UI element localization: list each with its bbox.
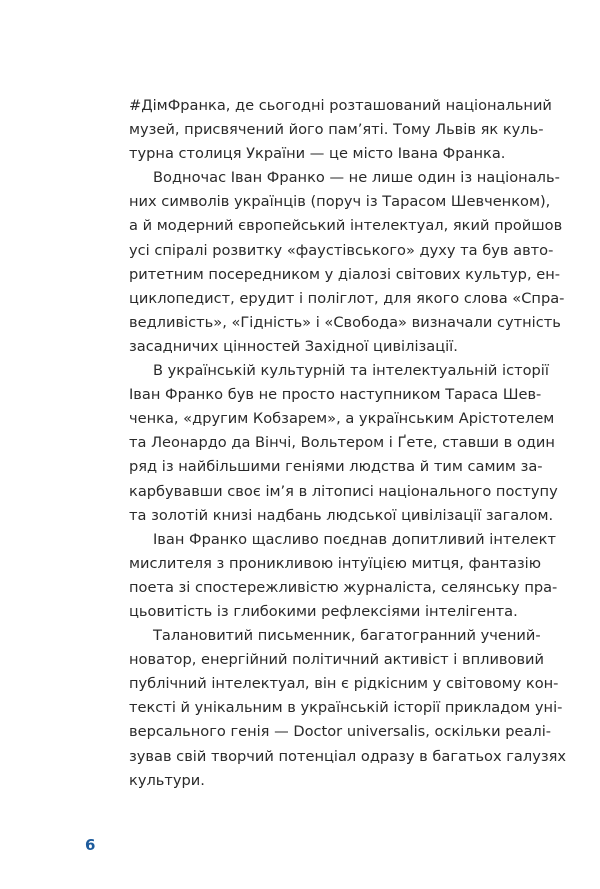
text-line: турна столиця України — це місто Івана Франка.: [129, 145, 506, 163]
page-number: 6: [85, 836, 96, 854]
text-line: цьовитість із глибокими рефлексіями інтелігента.: [129, 602, 518, 620]
text-line: а й модерний європейський інтелектуал, який пройшов: [129, 217, 563, 235]
text-line: та золотій книзі надбань людської цивілізації загалом.: [129, 506, 554, 524]
text-line: Талановитий письменник, багатогранний учений-: [153, 627, 541, 645]
text-line: ченка, «другим Кобзарем», а українським Арістотелем: [129, 410, 555, 428]
text-line: версального генія — Doctor universalis, оскільки реалі-: [129, 723, 552, 741]
text-line: #ДімФранка, де сьогодні розташований національний: [129, 97, 552, 114]
text-line: ряд із найбільшими геніями людства й тим самим за-: [129, 458, 543, 476]
paragraph: [129, 359, 558, 528]
text-line: Іван Франко щасливо поєднав допитливий інтелект: [153, 530, 556, 548]
paragraph: [129, 94, 552, 166]
text-line: публічний інтелектуал, він є рідкісним у світовому кон-: [129, 675, 559, 693]
paragraph: [129, 528, 558, 624]
text-line: зував свій творчий потенціал одразу в багатьох галузях: [129, 747, 567, 765]
text-line: В українській культурній та інтелектуальній історії: [153, 362, 549, 380]
paragraph: [129, 624, 567, 793]
text-line: тексті й унікальним в українській історії прикладом уні-: [129, 699, 563, 717]
paragraph: [129, 166, 565, 359]
text-line: мислителя з проникливою інтуїцією митця, фантазію: [129, 554, 541, 572]
text-line: ритетним посередником у діалозі світових культур, ен-: [129, 265, 561, 283]
text-line: новатор, енергійний політичний активіст і впливовий: [129, 651, 545, 669]
body-text: [129, 94, 567, 793]
text-line: засадничих цінностей Західної цивілізації.: [129, 337, 458, 355]
text-line: Іван Франко був не просто наступником Тараса Шев-: [129, 386, 542, 404]
text-line: та Леонардо да Вінчі, Вольтером і Ґете, ставши в один: [129, 434, 555, 452]
text-line: Водночас Іван Франко — не лише один із національ-: [153, 169, 560, 187]
text-line: усі спіралі розвитку «фаустівського» духу та був авто-: [129, 241, 554, 259]
text-line: музей, присвячений його пам’яті. Тому Львів як куль-: [129, 121, 544, 139]
text-line: ведливість», «Гідність» і «Свобода» визначали сутність: [129, 313, 561, 331]
text-line: них символів українців (поруч із Тарасом Шевченком),: [129, 193, 551, 211]
text-line: карбувавши своє ім’я в літописі національного поступу: [129, 482, 558, 500]
text-line: циклопедист, ерудит і поліглот, для якого слова «Спра-: [129, 289, 565, 307]
text-line: поета зі спостережливістю журналіста, селянську пра-: [129, 578, 558, 596]
text-line: культури.: [129, 771, 205, 789]
